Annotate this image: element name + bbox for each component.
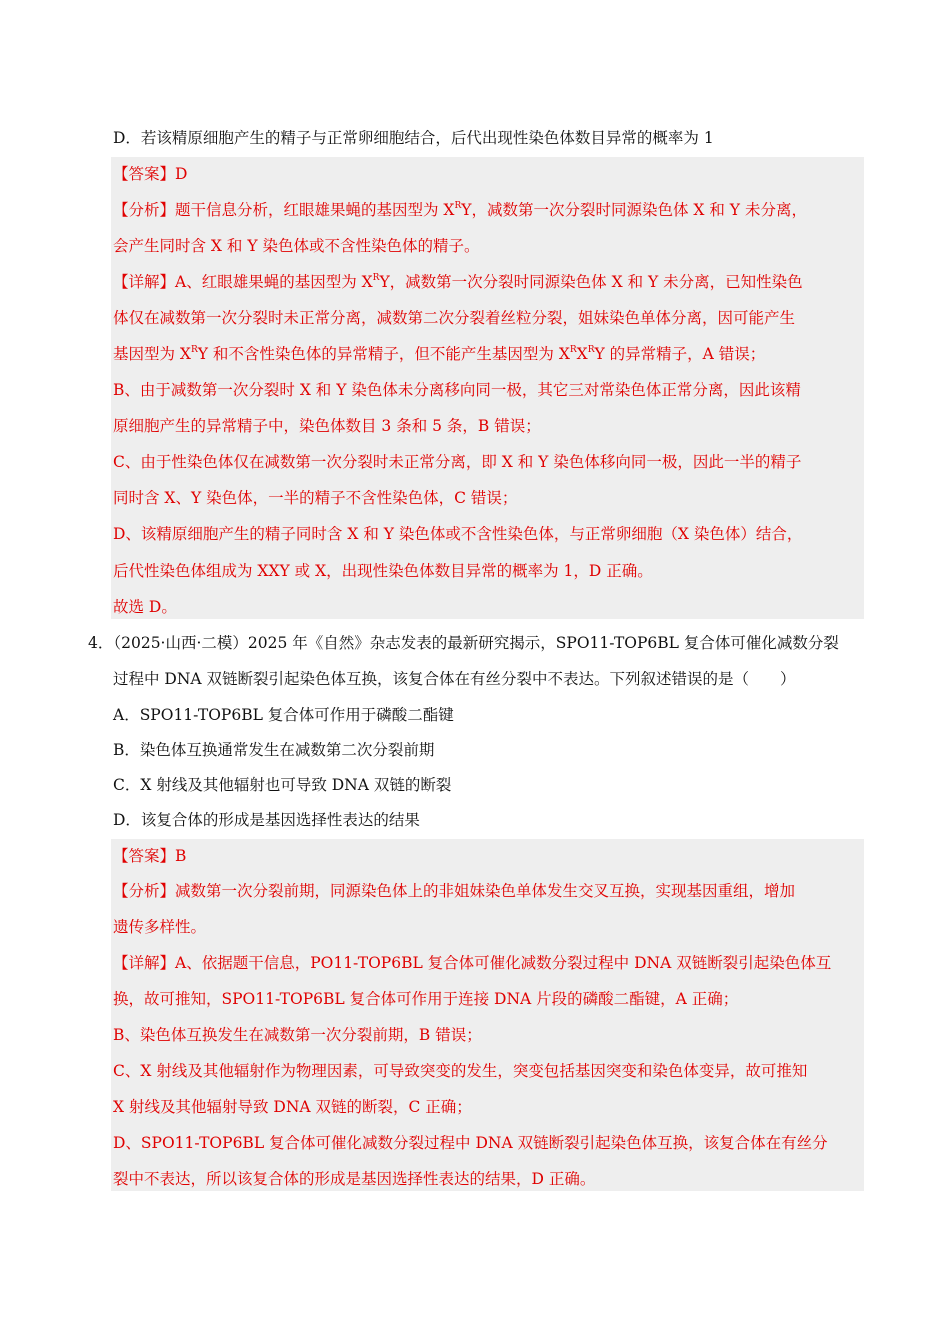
q3-detail-line-9: 后代性染色体组成为 XXY 或 X，出现性染色体数目异常的概率为 1，D 正确。 (113, 562, 653, 580)
q3-analysis-line-1: 【分析】题干信息分析，红眼雄果蝇的基因型为 $X^RY$，减数第一次分裂时同源染色体 X 和 Y 未分离， (113, 200, 807, 219)
q4-option-b: B．染色体互换通常发生在减数第二次分裂前期 (113, 741, 435, 759)
q4-detail-line-7: 裂中不表达，所以该复合体的形成是基因选择性表达的结果，D 正确。 (113, 1170, 596, 1188)
q3-detail-line-8: D、该精原细胞产生的精子同时含 X 和 Y 染色体或不含性染色体，与正常卵细胞（X 染色体）结合， (113, 525, 803, 543)
q4-detail-line-3: B、染色体互换发生在减数第一次分裂前期，B 错误； (113, 1026, 482, 1044)
q3-detail-line-2: 体仅在减数第一次分裂时未正常分离，减数第二次分裂着丝粒分裂，姐妹染色单体分离，因可能产生 (113, 309, 796, 327)
q4-option-a: A．SPO11-TOP6BL 复合体可作用于磷酸二酯键 (113, 706, 454, 724)
q3-detail-line-5: 原细胞产生的异常精子中，染色体数目 3 条和 5 条，B 错误； (113, 417, 541, 435)
q3-detail-line-7: 同时含 X、Y 染色体，一半的精子不含性染色体，C 错误； (113, 489, 518, 507)
q3-detail-line-6: C、由于性染色体仅在减数第一次分裂时未正常分离，即 X 和 Y 染色体移向同一极，因此一半的精子 (113, 453, 802, 471)
q3-conclusion: 故选 D。 (113, 598, 177, 616)
q4-detail-line-4: C、X 射线及其他辐射作为物理因素，可导致突变的发生，突变包括基因突变和染色体变异，故可推知 (113, 1062, 808, 1080)
q4-stem-line-1: 4．（2025·山西·二模）2025 年《自然》杂志发表的最新研究揭示，SPO11-TOP6BL 复合体可催化减数分裂 (88, 634, 839, 652)
q3-detail-line-1: 【详解】A、红眼雄果蝇的基因型为 $X^RY$，减数第一次分裂时同源染色体 X 和 Y 未分离，已知性染色 (113, 272, 803, 291)
q4-detail-line-2: 换，故可推知，SPO11-TOP6BL 复合体可作用于连接 DNA 片段的磷酸二酯键，A 正确； (113, 990, 739, 1008)
q3-answer: 【答案】D (113, 165, 188, 183)
q3-option-d: D．若该精原细胞产生的精子与正常卵细胞结合，后代出现性染色体数目异常的概率为 1 (113, 129, 714, 147)
q4-answer: 【答案】B (113, 847, 187, 865)
q4-analysis-line-2: 遗传多样性。 (113, 918, 207, 936)
q4-detail-line-6: D、SPO11-TOP6BL 复合体可催化减数分裂过程中 DNA 双链断裂引起染色体互换，该复合体在有丝分 (113, 1134, 828, 1152)
q4-analysis-line-1: 【分析】减数第一次分裂前期，同源染色体上的非姐妹染色单体发生交叉互换，实现基因重组，增加 (113, 882, 796, 900)
q3-detail-line-3: 基因型为 $X^RY$ 和不含性染色体的异常精子，但不能产生基因型为 $X^RX^RY$ 的异常精子，A 错误； (113, 344, 766, 363)
q4-option-d: D．该复合体的形成是基因选择性表达的结果 (113, 811, 420, 829)
q3-detail-line-4: B、由于减数第一次分裂时 X 和 Y 染色体未分离移向同一极，其它三对常染色体正常分离，因此该精 (113, 381, 801, 399)
q4-detail-line-1: 【详解】A、依据题干信息，PO11-TOP6BL 复合体可催化减数分裂过程中 DNA 双链断裂引起染色体互 (113, 954, 832, 972)
q4-detail-line-5: X 射线及其他辐射导致 DNA 双链的断裂，C 正确； (113, 1098, 472, 1116)
q3-analysis-line-2: 会产生同时含 X 和 Y 染色体或不含性染色体的精子。 (113, 237, 480, 255)
q4-stem-line-2: 过程中 DNA 双链断裂引起染色体互换，该复合体在有丝分裂中不表达。下列叙述错误的是（ ） (113, 670, 796, 688)
q4-option-c: C．X 射线及其他辐射也可导致 DNA 双链的断裂 (113, 776, 452, 794)
